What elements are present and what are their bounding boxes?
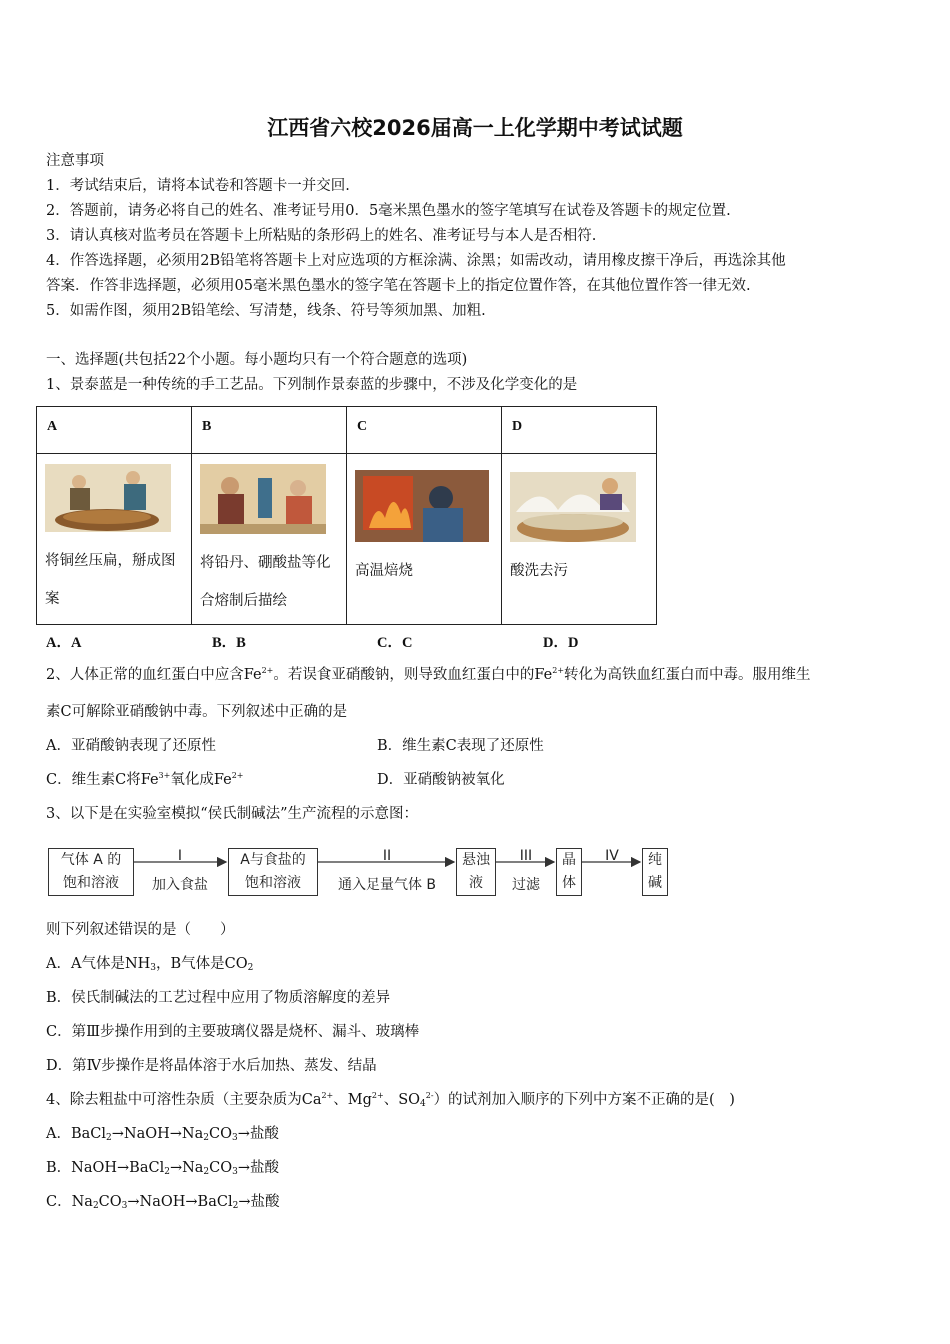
- q4-option-b[interactable]: B．$NaOH\to BaCl_2\to Na_2CO_3\to$盐酸: [46, 1160, 280, 1177]
- flow-box-soda-ash: 纯 碱: [642, 848, 668, 896]
- page-title: 江西省六校2026届高一上化学期中考试试题: [267, 116, 683, 140]
- q2-option-d[interactable]: D．亚硝酸钠被氧化: [377, 772, 505, 788]
- notice-item-1: 1．考试结束后，请将本试卷和答题卡一并交回.: [46, 178, 350, 194]
- painting-illustration: [200, 464, 326, 534]
- flow-step-3-text: 过滤: [512, 877, 540, 893]
- q1-col-c-label: C: [357, 419, 368, 434]
- flow-box-crystal: 晶 体: [556, 848, 582, 896]
- acid-wash-illustration: [510, 472, 636, 542]
- notice-item-5: 5．如需作图，须用2B铅笔绘、写清楚，线条、符号等须加黑、加粗.: [46, 303, 486, 319]
- q1-col-b-header: [192, 407, 347, 454]
- q1-cell-a-text: 将铜丝压扁，掰成图案: [45, 553, 176, 607]
- q1-option-d[interactable]: D．D: [543, 635, 579, 651]
- q4-option-c[interactable]: C．$Na_2CO_3\to NaOH\to BaCl_2\to$盐酸: [46, 1194, 280, 1211]
- q4-stem: 4、除去粗盐中可溶性杂质（主要杂质为$Ca^{2+}$、$Mg^{2+}$、$SO_4^{2-}$）的试剂加入顺序的下列中方案不正确的是( ): [46, 1091, 735, 1109]
- q1-col-b-label: B: [202, 419, 212, 434]
- copper-wire-illustration: [45, 464, 171, 532]
- notice-item-4: 4．作答选择题，必须用2B铅笔将答题卡上对应选项的方框涂满、涂黑；如需改动，请用橡皮擦干净后，再选涂其他: [46, 253, 786, 269]
- q1-cell-b-text: 将铅丹、硼酸盐等化合熔制后描绘: [200, 555, 331, 609]
- q1-cell-a: [37, 454, 192, 625]
- flow-step-3-roman: III: [519, 848, 533, 864]
- q1-cell-c-text: 高温焙烧: [355, 563, 413, 579]
- q3-option-c[interactable]: C．第Ⅲ步操作用到的主要玻璃仪器是烧杯、漏斗、玻璃棒: [46, 1024, 420, 1040]
- q1-option-c[interactable]: C．C: [377, 635, 413, 651]
- notice-heading: 注意事项: [46, 153, 104, 169]
- q2-stem-line2: 素C可解除亚硝酸钠中毒。下列叙述中正确的是: [46, 704, 348, 720]
- q1-cell-c: [347, 454, 502, 625]
- flow-step-4-roman: IV: [605, 848, 619, 864]
- q1-cell-d: [502, 454, 657, 625]
- q1-stem: 1、景泰蓝是一种传统的手工艺品。下列制作景泰蓝的步骤中，不涉及化学变化的是: [46, 377, 578, 393]
- q3-stem: 3、以下是在实验室模拟“侯氏制碱法”生产流程的示意图：: [46, 806, 419, 822]
- q1-col-a-header: [37, 407, 192, 454]
- q1-cell-b: [192, 454, 347, 625]
- flow-step-1-roman: I: [177, 848, 183, 864]
- q1-col-c-header: [347, 407, 502, 454]
- flow-step-2-text: 通入足量气体 B: [337, 877, 437, 893]
- kiln-firing-illustration: [355, 470, 489, 542]
- flow-box-a-salt-solution: A与食盐的 饱和溶液: [228, 848, 318, 896]
- q2-option-c[interactable]: C．维生素C将$Fe^{3+}$氧化成$Fe^{2+}$: [46, 771, 244, 788]
- flow-box-gas-a-solution: 气体 A 的 饱和溶液: [48, 848, 134, 896]
- q1-cell-d-text: 酸洗去污: [510, 563, 568, 579]
- q2-option-a[interactable]: A．亚硝酸钠表现了还原性: [46, 738, 216, 754]
- q1-col-d-label: D: [512, 419, 523, 434]
- q2-option-b[interactable]: B．维生素C表现了还原性: [377, 738, 544, 754]
- flow-step-2-roman: II: [382, 848, 392, 864]
- notice-item-2: 2．答题前，请务必将自己的姓名、准考证号用0．5毫米黑色墨水的签字笔填写在试卷及答题卡的规定位置.: [46, 203, 731, 219]
- q3-option-d[interactable]: D．第Ⅳ步操作是将晶体溶于水后加热、蒸发、结晶: [46, 1058, 377, 1074]
- flow-step-1-text: 加入食盐: [152, 877, 208, 893]
- q1-option-a[interactable]: A．A: [46, 635, 82, 651]
- flow-box-suspension: 悬浊 液: [456, 848, 496, 896]
- q3-option-b[interactable]: B．侯氏制碱法的工艺过程中应用了物质溶解度的差异: [46, 990, 391, 1006]
- q1-table: [36, 406, 657, 625]
- notice-item-4-cont: 答案．作答非选择题，必须用05毫米黑色墨水的签字笔在答题卡上的指定位置作答，在其他位置作答一律无效.: [46, 278, 751, 294]
- q1-option-b[interactable]: B．B: [212, 635, 246, 651]
- q3-ask: 则下列叙述错误的是（ ）: [46, 922, 235, 938]
- section-heading: 一、选择题(共包括22个小题。每小题均只有一个符合题意的选项): [46, 352, 468, 368]
- q2-stem-line1: 2、人体正常的血红蛋白中应含$Fe^{2+}$。若误食亚硝酸钠，则导致血红蛋白中的$Fe^{2+}$转化为高铁血红蛋白而中毒。服用维生: [46, 666, 811, 683]
- notice-item-3: 3．请认真核对监考员在答题卡上所粘贴的条形码上的姓名、准考证号与本人是否相符.: [46, 228, 597, 244]
- q1-col-d-header: [502, 407, 657, 454]
- q4-option-a[interactable]: A．$BaCl_2\to NaOH\to Na_2CO_3\to$盐酸: [46, 1126, 279, 1143]
- q1-col-a-label: A: [47, 419, 58, 434]
- q3-option-a[interactable]: A．A气体是$NH_3$，B气体是$CO_2$: [46, 956, 254, 973]
